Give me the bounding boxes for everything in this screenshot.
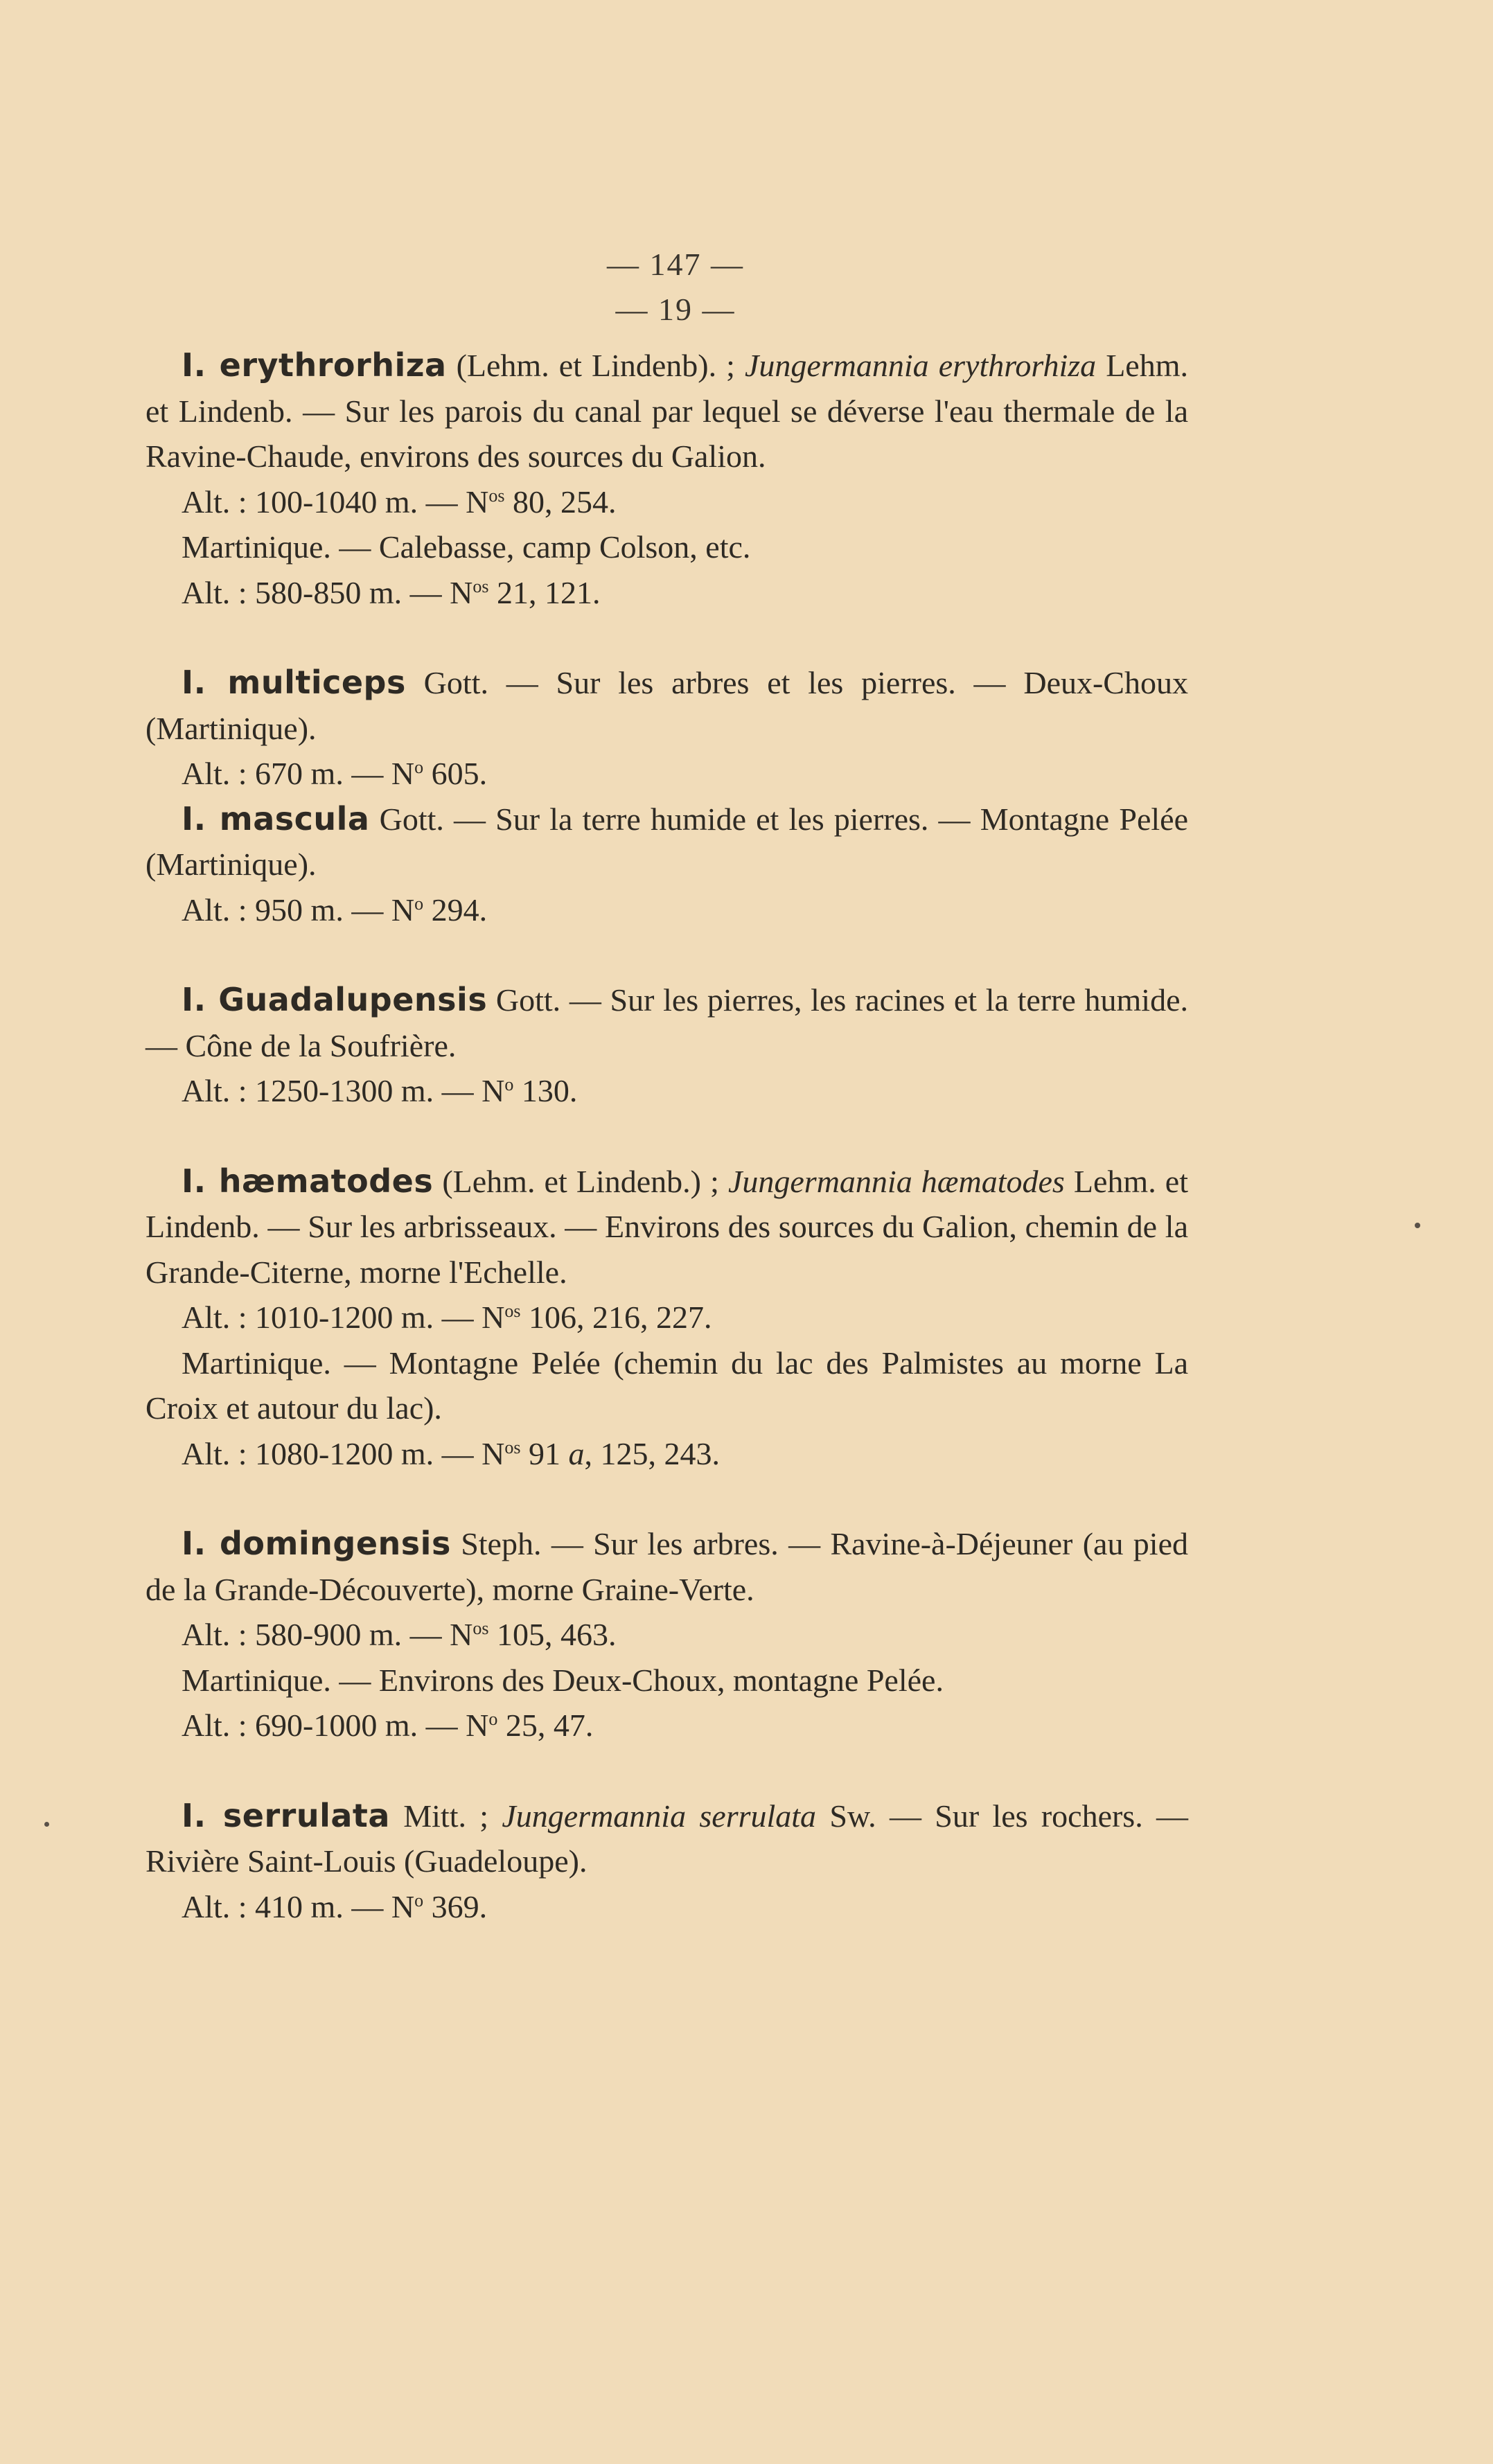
entry-description: I. multiceps Gott. — Sur les arbres et les pierres. — Deux-Choux (Martinique). bbox=[145, 664, 1188, 746]
altitude-line: Alt. : 690-1000 m. — $N^o$ 25, 47. bbox=[182, 1708, 594, 1743]
entry-multiceps bbox=[145, 660, 1188, 797]
page-number-current: — 147 — bbox=[607, 247, 744, 282]
entry-description: I. serrulata Mitt. ; Jungermannia serrulata Sw. — Sur les rochers. — Rivière Saint-Louis (Guadeloupe). bbox=[145, 1796, 1189, 1879]
entry-guadalupensis bbox=[145, 977, 1188, 1114]
entry-haematodes bbox=[145, 1159, 1188, 1477]
species-name: I. domingensis bbox=[182, 1525, 451, 1562]
synonym: Jungermannia serrulata bbox=[502, 1798, 817, 1834]
species-name: I. Guadalupensis bbox=[182, 981, 488, 1018]
altitude-line: Alt. : 1010-1200 m. — $N^{os}$ 106, 216, 227. bbox=[182, 1300, 712, 1335]
altitude-line: Alt. : 580-900 m. — $N^{os}$ 105, 463. bbox=[182, 1617, 617, 1652]
species-name: I. serrulata bbox=[182, 1796, 390, 1834]
entry-mascula bbox=[145, 797, 1188, 933]
species-name: I. erythrorhiza bbox=[182, 346, 447, 384]
species-name: I. multiceps bbox=[182, 664, 406, 701]
text-column bbox=[145, 343, 1188, 1974]
altitude-line: Alt. : 410 m. — $N^o$ 369. bbox=[182, 1888, 488, 1924]
entry-description: I. mascula Gott. — Sur la terre humide et les pierres. — Montagne Pelée (Martinique). bbox=[145, 799, 1188, 882]
entry-description: I. hæmatodes (Lehm. et Lindenb.) ; Jungermannia hæmatodes Lehm. et Lindenb. — Sur les arbrisseaux. — Environs des sources du Galion, chemin de la Grande-Citerne, morne l'Echelle. bbox=[145, 1162, 1188, 1290]
locality-line: Martinique. — Montagne Pelée (chemin du lac des Palmistes au morne La Croix et autour du lac). bbox=[145, 1345, 1188, 1426]
entry-description: I. Guadalupensis Gott. — Sur les pierres, les racines et la terre humide. — Cône de la Soufrière. bbox=[145, 981, 1189, 1063]
synonym: Jungermannia erythrorhiza bbox=[744, 348, 1097, 383]
margin-dot bbox=[44, 1822, 49, 1827]
entry-erythrorhiza bbox=[145, 343, 1188, 615]
entry-description: I. domingensis Steph. — Sur les arbres. — Ravine-à-Déjeuner (au pied de la Grande-Découverte), morne Graine-Verte. bbox=[145, 1525, 1188, 1607]
altitude-line: Alt. : 1250-1300 m. — $N^o$ 130. bbox=[182, 1073, 578, 1108]
locality-line: Martinique. — Environs des Deux-Choux, montagne Pelée. bbox=[182, 1662, 944, 1698]
synonym: Jungermannia hæmatodes bbox=[727, 1163, 1065, 1199]
page-number-original: — 19 — bbox=[615, 292, 736, 327]
species-name: I. mascula bbox=[182, 799, 370, 837]
altitude-line: Alt. : 580-850 m. — $N^{os}$ 21, 121. bbox=[182, 574, 601, 610]
entry-serrulata bbox=[145, 1793, 1188, 1930]
species-name: I. hæmatodes bbox=[182, 1162, 434, 1200]
entry-domingensis bbox=[145, 1521, 1188, 1748]
margin-dot bbox=[1415, 1223, 1420, 1228]
locality-line: Martinique. — Calebasse, camp Colson, etc. bbox=[182, 529, 751, 565]
altitude-line: Alt. : 670 m. — $N^o$ 605. bbox=[182, 756, 488, 791]
altitude-line: Alt. : 950 m. — $N^o$ 294. bbox=[182, 892, 488, 928]
entry-description: I. erythrorhiza (Lehm. et Lindenb). ; Jungermannia erythrorhiza Lehm. et Lindenb. — Sur les parois du canal par lequel se déverse l'eau thermale de la Ravine-Chaude, environs des sources du Galion. bbox=[145, 346, 1189, 474]
altitude-line: Alt. : 100-1040 m. — $N^{os}$ 80, 254. bbox=[182, 484, 617, 520]
altitude-line: Alt. : 1080-1200 m. — $N^{os}$ 91 a, 125, 243. bbox=[182, 1435, 721, 1471]
